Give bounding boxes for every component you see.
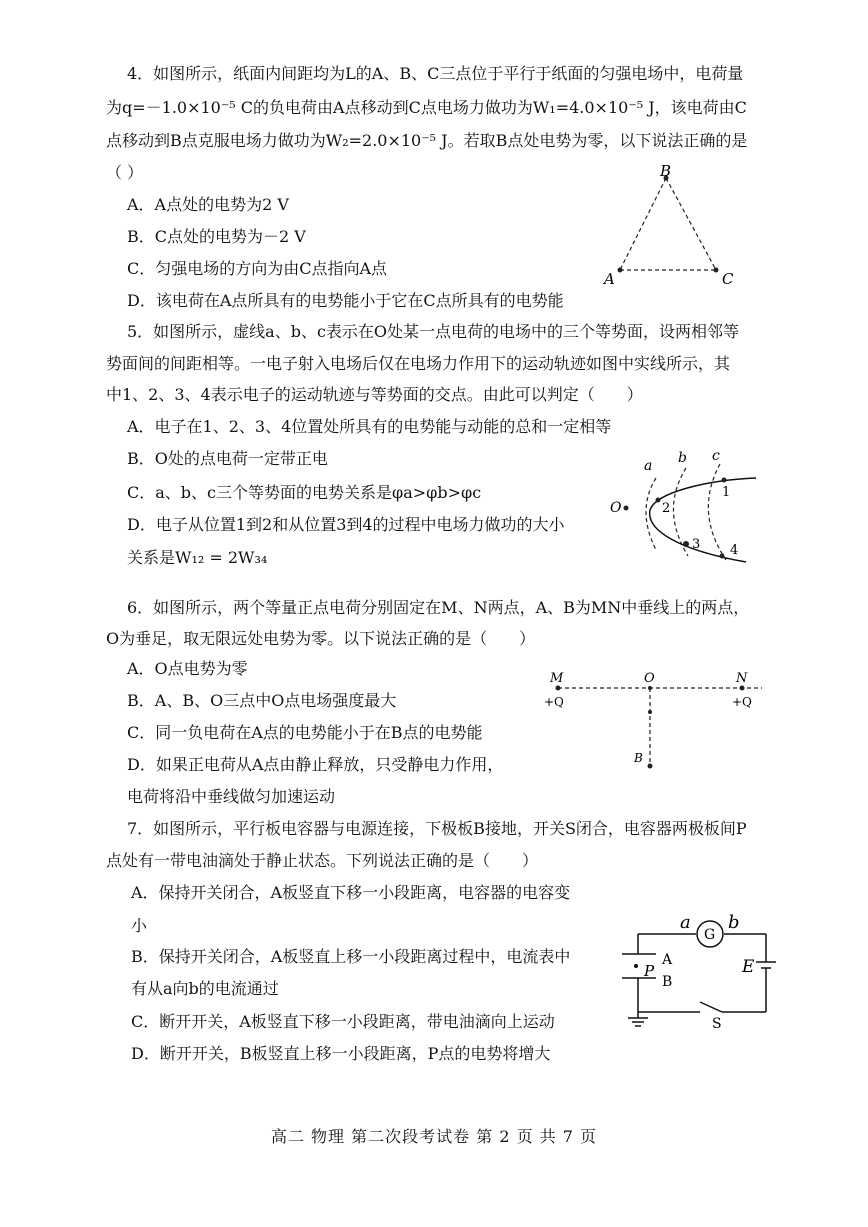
q5-option-c: C．a、b、c三个等势面的电势关系是φa>φb>φc	[127, 483, 482, 502]
q6-option-d-cont: 电荷将沿中垂线做匀加速运动	[127, 787, 336, 806]
q6-label-o: O	[644, 671, 655, 686]
q4-option-b: B．C点处的电势为－2 V	[127, 227, 306, 246]
q4-label-a: A	[604, 270, 615, 288]
q7-option-b-cont: 有从a向b的电流通过	[131, 979, 279, 998]
q4-label-c: C	[722, 270, 734, 288]
q5-label-2: 2	[662, 501, 671, 516]
q7-label-b-terminal: b	[728, 912, 740, 933]
q5-option-d-cont: 关系是W₁₂ = 2W₃₄	[127, 548, 268, 567]
q5-equipotential-figure	[598, 450, 768, 570]
q7-label-e: E	[742, 957, 755, 977]
q4-label-b: B	[660, 162, 672, 180]
q7-label-a-terminal: a	[680, 912, 691, 933]
q7-label-plate-b: B	[662, 974, 673, 990]
q7-option-d: D．断开开关，B板竖直上移一小段距离，P点的电势将增大	[131, 1044, 551, 1063]
q4-triangle-figure	[598, 160, 748, 292]
q5-label-b: b	[678, 450, 687, 466]
q4-line1: 4．如图所示，纸面内间距均为L的A、B、C三点位于平行于纸面的匀强电场中，电荷量	[127, 64, 744, 83]
q5-label-o: O	[610, 500, 622, 516]
q6-option-d: D．如果正电荷从A点由静止释放，只受静电力作用，	[127, 755, 504, 774]
q5-line1: 5．如图所示，虚线a、b、c表示在O处某一点电荷的电场中的三个等势面，设两相邻等	[127, 322, 740, 341]
q5-line2: 势面间的间距相等。一电子射入电场后仅在电场力作用下的运动轨迹如图中实线所示，其	[106, 354, 731, 373]
q5-label-c: c	[712, 450, 720, 464]
q5-option-b: B．O处的点电荷一定带正电	[127, 449, 328, 468]
q6-line2: O为垂足，取无限远处电势为零。以下说法正确的是（ ）	[106, 629, 536, 648]
q4-line3: 点移动到B点克服电场力做功为W₂=2.0×10⁻⁵ J。若取B点处电势为零，以下说法正确的是	[106, 131, 748, 150]
q6-label-b: B	[634, 751, 643, 765]
q7-galvanometer-label: G	[704, 927, 716, 943]
q4-option-a: A．A点处的电势为2 V	[127, 195, 289, 214]
q6-option-a: A．O点电势为零	[127, 659, 248, 678]
q5-label-3: 3	[692, 537, 701, 552]
q4-line4: （ ）	[106, 163, 144, 182]
q6-label-n: N	[736, 671, 748, 686]
q7-option-a-cont: 小	[131, 916, 148, 935]
q7-label-p: P	[644, 962, 655, 980]
q5-label-4: 4	[730, 543, 739, 558]
q7-option-b: B．保持开关闭合，A板竖直上移一小段距离过程中，电流表中	[131, 947, 571, 966]
q7-option-a: A．保持开关闭合，A板竖直下移一小段距离，电容器的电容变	[131, 883, 571, 902]
q5-label-1: 1	[722, 485, 731, 500]
q4-option-d: D．该电荷在A点所具有的电势能小于它在C点所具有的电势能	[127, 291, 564, 310]
q5-label-a: a	[644, 458, 653, 474]
q6-label-m: M	[550, 671, 564, 686]
q4-line2: 为q=－1.0×10⁻⁵ C的负电荷由A点移动到C点电场力做功为W₁=4.0×10⁻⁵ J，该电荷由C	[106, 98, 747, 117]
q5-option-d: D．电子从位置1到2和从位置3到4的过程中电场力做功的大小	[127, 515, 565, 534]
q4-option-c: C．匀强电场的方向为由C点指向A点	[127, 259, 388, 278]
q7-label-s: S	[712, 1016, 722, 1032]
q6-line1: 6．如图所示，两个等量正点电荷分别固定在M、N两点，A、B为MN中垂线上的两点，	[127, 598, 750, 617]
q6-label-qm: +Q	[544, 695, 564, 709]
q5-line3: 中1、2、3、4表示电子的运动轨迹与等势面的交点。由此可以判定（ ）	[106, 385, 643, 404]
q7-option-c: C．断开开关，A板竖直下移一小段距离，带电油滴向上运动	[131, 1012, 555, 1031]
q6-label-qn: +Q	[732, 695, 752, 709]
q7-line2: 点处有一带电油滴处于静止状态。下列说法正确的是（ ）	[106, 851, 539, 870]
q6-charges-figure	[540, 668, 770, 778]
q7-circuit-figure	[618, 908, 778, 1032]
q6-option-c: C．同一负电荷在A点的电势能小于在B点的电势能	[127, 723, 483, 742]
q7-line1: 7．如图所示，平行板电容器与电源连接，下极板B接地，开关S闭合，电容器两极板间P	[127, 819, 747, 838]
q7-label-plate-a: A	[662, 952, 673, 968]
q6-option-b: B．A、B、O三点中O点电场强度最大	[127, 691, 397, 710]
q5-option-a: A．电子在1、2、3、4位置处所具有的电势能与动能的总和一定相等	[127, 417, 612, 436]
page-footer: 高二 物理 第二次段考试卷 第 2 页 共 7 页	[270, 1127, 598, 1146]
